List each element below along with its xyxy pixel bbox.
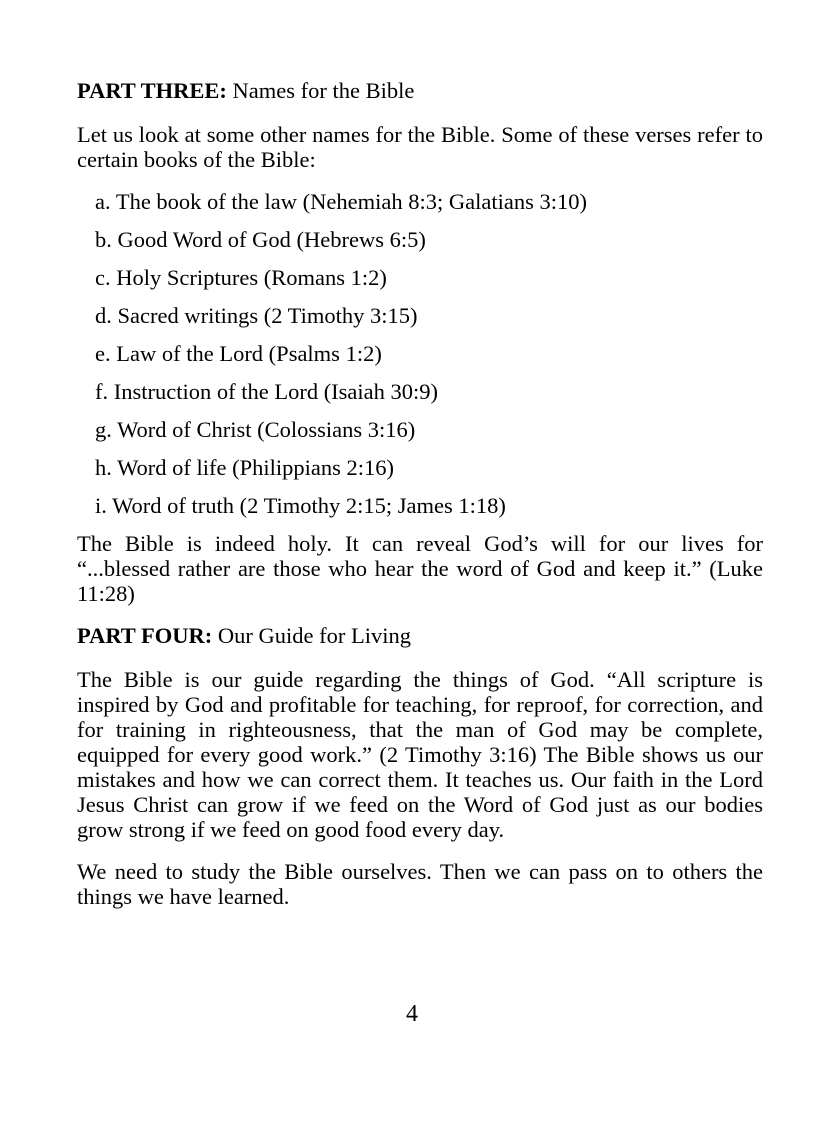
list-item-g: g. Word of Christ (Colossians 3:16)	[95, 417, 416, 442]
guide-paragraph: The Bible is our guide regarding the things of God. “All scripture is inspired by God and profitable for teaching, for reproof, for correction, and for training in righteousness, that the man of God may be complete, equipped for every good work.” (2 Timothy 3:16) The Bible shows us our mistakes and how we can correct them. It teaches us. Our faith in the Lord Jesus Christ can grow if we feed on the Word of God just as our bodies grow strong if we feed on good food every day.	[77, 667, 763, 842]
list-item-i: i. Word of truth (2 Timothy 2:15; James 1:18)	[95, 493, 506, 518]
holy-paragraph: The Bible is indeed holy. It can reveal God’s will for our lives for “...blessed rather are those who hear the word of God and keep it.” (Luke 11:28)	[77, 531, 763, 606]
part-four-heading-title: Our Guide for Living	[212, 623, 411, 648]
page-number: 4	[406, 1001, 418, 1027]
list-item-h: h. Word of life (Philippians 2:16)	[95, 455, 394, 480]
part-four-heading-label: PART FOUR:	[77, 623, 213, 648]
bible-names-list	[77, 189, 763, 518]
part-three-heading-label: PART THREE:	[77, 78, 227, 103]
list-item-f: f. Instruction of the Lord (Isaiah 30:9)	[95, 379, 439, 404]
list-item-b: b. Good Word of God (Hebrews 6:5)	[95, 227, 426, 252]
part-three-heading-title: Names for the Bible	[226, 78, 415, 103]
study-paragraph: We need to study the Bible ourselves. Then we can pass on to others the things we have learned.	[77, 859, 763, 909]
list-item-d: d. Sacred writings (2 Timothy 3:15)	[95, 303, 418, 328]
intro-paragraph: Let us look at some other names for the Bible. Some of these verses refer to certain books of the Bible:	[77, 122, 763, 172]
part-three-heading	[77, 78, 763, 103]
list-item-a: a. The book of the law (Nehemiah 8:3; Galatians 3:10)	[95, 189, 587, 214]
page-content	[77, 78, 763, 926]
list-item-e: e. Law of the Lord (Psalms 1:2)	[95, 341, 382, 366]
part-four-heading	[77, 623, 763, 648]
list-item-c: c. Holy Scriptures (Romans 1:2)	[95, 265, 387, 290]
